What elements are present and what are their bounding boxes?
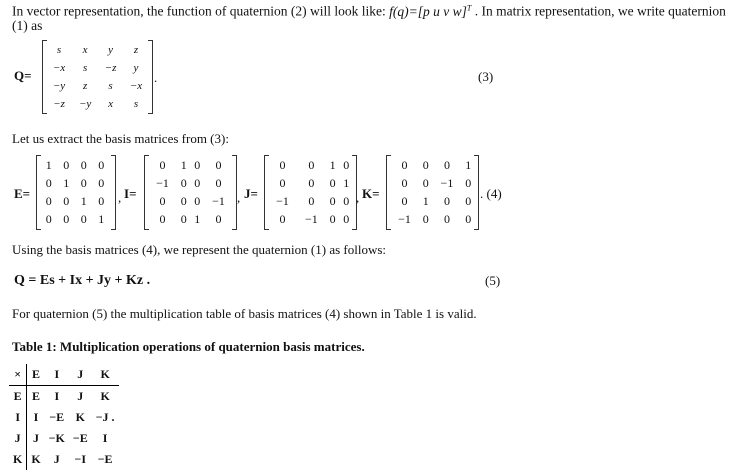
matrix-cell: 0	[180, 175, 187, 190]
matrix-cell: 0	[194, 175, 201, 190]
matrix-cell: 0	[308, 157, 315, 172]
matrix-cell: 1	[80, 193, 87, 208]
table-cell: K	[9, 449, 27, 470]
matrix-cell: s	[56, 44, 62, 56]
matrix-cell: 0	[465, 211, 472, 226]
matrix-cell: −z	[104, 62, 117, 74]
matrix-cell: 0	[343, 157, 350, 172]
table-cell: K	[31, 452, 41, 466]
matrix-row	[268, 156, 353, 174]
basis-matrix-i	[144, 155, 237, 230]
matrix-cell: x	[108, 98, 113, 110]
table-header-cell: I	[45, 364, 69, 386]
matrix-cell: 0	[443, 211, 450, 226]
matrix-cell: 0	[98, 193, 105, 208]
matrix-row	[268, 174, 353, 192]
matrix-cell: 0	[401, 175, 408, 190]
table-row	[9, 407, 119, 428]
table-cell: K	[75, 410, 85, 424]
matrix-row	[40, 192, 110, 210]
j-grid	[268, 156, 353, 228]
q-label: Q	[14, 68, 25, 83]
comma-3: ,	[356, 190, 360, 205]
matrix-row	[390, 156, 475, 174]
table-header-cell: J	[69, 364, 92, 386]
matrix-cell: 0	[63, 211, 70, 226]
eq4-number: . (4)	[480, 186, 502, 201]
matrix-cell: 0	[180, 193, 187, 208]
intro-text-b: . In matrix representation, we write quaternion	[474, 3, 726, 19]
matrix-cell: 0	[329, 193, 336, 208]
matrix-cell: 0	[443, 157, 450, 172]
matrix-cell: 1	[329, 157, 336, 172]
table-row	[9, 386, 119, 408]
extract-text: Let us extract the basis matrices from (3):	[12, 131, 229, 146]
basis-i-label	[124, 186, 136, 202]
matrix-row	[148, 156, 233, 174]
comma-2: ,	[237, 190, 241, 205]
e-grid	[40, 156, 110, 228]
basis-j-label	[244, 186, 258, 202]
equation-5: Q = Es + Ix + Jy + Kz .	[14, 273, 151, 288]
table-cell: J	[53, 452, 60, 466]
table-cell: J	[77, 389, 84, 403]
matrix-row	[148, 210, 233, 228]
matrix-cell: x	[82, 44, 88, 56]
matrix-cell: y	[133, 62, 139, 74]
basis-matrix-k	[386, 155, 479, 230]
e-label: E	[14, 186, 23, 201]
j-eq: =	[250, 186, 258, 201]
table-cell: K	[100, 389, 110, 403]
matrix-cell: 0	[194, 157, 201, 172]
matrix-cell: −1	[304, 211, 318, 226]
e-eq: =	[22, 186, 31, 201]
matrix-cell: −1	[276, 193, 289, 208]
i-grid	[148, 156, 233, 228]
table-row	[9, 428, 119, 449]
matrix-row	[390, 192, 475, 210]
matrix-cell: 0	[215, 157, 222, 172]
q-matrix	[42, 40, 153, 114]
matrix-cell: 1	[63, 175, 70, 190]
matrix-row	[46, 77, 149, 95]
matrix-cell: −1	[156, 175, 169, 190]
table-caption: Table 1: Multiplication operations of quaternion basis matrices.	[12, 339, 365, 354]
table-header-row	[9, 364, 119, 386]
matrix-cell: 1	[465, 157, 472, 172]
matrix-cell: 0	[329, 175, 336, 190]
matrix-cell: 0	[401, 193, 408, 208]
matrix-row	[46, 41, 149, 59]
vector-formula-body: f(q)=[p u v w]	[389, 3, 467, 19]
matrix-cell: 0	[465, 193, 472, 208]
i-label: I	[124, 186, 130, 201]
matrix-cell: 0	[422, 211, 429, 226]
matrix-cell: 0	[63, 157, 70, 172]
matrix-cell: z	[82, 80, 88, 92]
basis-e-label	[14, 186, 30, 202]
matrix-cell: 0	[422, 175, 429, 190]
matrix-cell: −1	[398, 211, 411, 226]
basis-matrix-j	[264, 155, 360, 230]
eq3-number: (3)	[478, 69, 494, 84]
matrix-row	[40, 156, 110, 174]
multiplication-table	[9, 364, 119, 470]
eq5-number: (5)	[485, 273, 501, 288]
matrix-row	[268, 210, 353, 228]
table-cell: −E	[72, 431, 88, 445]
matrix-cell: 0	[80, 157, 87, 172]
vector-formula	[389, 4, 471, 19]
table-cell: −E	[97, 452, 113, 466]
matrix-cell: −1	[212, 193, 225, 208]
k-grid	[390, 156, 475, 228]
matrix-cell: 0	[401, 157, 408, 172]
q-eq: =	[24, 68, 32, 83]
q-matrix-dot: .	[154, 70, 158, 85]
vector-formula-transpose: T	[466, 3, 472, 12]
matrix-cell: 0	[343, 211, 350, 226]
matrix-row	[40, 174, 110, 192]
matrix-cell: 0	[215, 175, 222, 190]
matrix-cell: −x	[52, 62, 66, 74]
matrix-cell: 1	[98, 211, 105, 226]
matrix-cell: −y	[78, 98, 92, 110]
matrix-cell: 0	[308, 175, 315, 190]
table-cell: J	[9, 428, 27, 449]
matrix-cell: s	[82, 62, 88, 74]
matrix-cell: 0	[194, 193, 201, 208]
matrix-cell: 0	[329, 211, 336, 226]
table-cell: −K	[48, 431, 65, 445]
matrix-cell: 0	[45, 211, 52, 226]
using-text: Using the basis matrices (4), we represent the quaternion (1) as follows:	[12, 242, 387, 257]
matrix-cell: 0	[308, 193, 315, 208]
matrix-cell: 0	[279, 211, 286, 226]
matrix-cell: 0	[63, 193, 70, 208]
matrix-cell: 0	[45, 175, 52, 190]
for-text: For quaternion (5) the multiplication table of basis matrices (4) shown in Table 1 is valid.	[12, 306, 477, 321]
intro-line-2: (1) as	[12, 18, 43, 33]
matrix-cell: 1	[180, 157, 187, 172]
basis-k-label	[362, 186, 380, 202]
matrix-cell: 0	[279, 175, 286, 190]
matrix-cell: 0	[159, 211, 166, 226]
e-right-bracket	[111, 155, 116, 230]
table-cell: I	[9, 407, 27, 428]
matrix-cell: −x	[129, 80, 143, 92]
table-cell: E	[32, 389, 41, 403]
q-matrix-grid	[46, 41, 149, 113]
table-cell: J	[33, 431, 40, 445]
matrix-cell: 1	[422, 193, 429, 208]
i-eq: =	[129, 186, 137, 201]
matrix-cell: −z	[53, 98, 65, 110]
matrix-cell: 0	[80, 211, 87, 226]
table-cell: −J .	[95, 410, 115, 424]
matrix-row	[46, 59, 149, 77]
table-cell: I	[54, 389, 60, 403]
matrix-cell: −1	[440, 175, 454, 190]
matrix-cell: 0	[98, 157, 105, 172]
matrix-cell: 1	[45, 157, 52, 172]
matrix-cell: 0	[465, 175, 472, 190]
q-matrix-label	[14, 68, 32, 84]
matrix-cell: −y	[52, 80, 66, 92]
matrix-cell: y	[108, 44, 113, 56]
table-cell: I	[102, 431, 108, 445]
matrix-row	[148, 174, 233, 192]
matrix-cell: z	[133, 44, 139, 56]
table-cell: −I	[74, 452, 87, 466]
intro-line-1	[12, 3, 726, 20]
matrix-row	[46, 95, 149, 113]
matrix-cell: 0	[422, 157, 429, 172]
matrix-row	[390, 210, 475, 228]
matrix-cell: 0	[159, 157, 166, 172]
matrix-cell: s	[108, 80, 113, 92]
matrix-cell: 1	[343, 175, 350, 190]
matrix-row	[390, 174, 475, 192]
matrix-row	[148, 192, 233, 210]
matrix-cell: 0	[98, 175, 105, 190]
matrix-cell: 0	[80, 175, 87, 190]
matrix-cell: 0	[279, 157, 286, 172]
table-cell: I	[33, 410, 39, 424]
matrix-cell: 0	[180, 211, 187, 226]
matrix-cell: 0	[45, 193, 52, 208]
matrix-cell: 0	[343, 193, 350, 208]
table-header-cell: K	[92, 364, 119, 386]
matrix-cell: s	[133, 98, 139, 110]
table-cell: E	[9, 386, 27, 408]
matrix-cell: 0	[215, 211, 222, 226]
comma-1: ,	[118, 190, 122, 205]
matrix-cell: 0	[443, 193, 450, 208]
k-label: K	[362, 186, 373, 201]
matrix-cell: 1	[194, 211, 201, 226]
table-cell: −E	[49, 410, 65, 424]
k-eq: =	[372, 186, 380, 201]
matrix-row	[268, 192, 353, 210]
table-header-cell: ×	[9, 364, 27, 386]
table-header-cell: E	[27, 364, 45, 386]
intro-text-a: In vector representation, the function of quaternion (2) will look like:	[12, 3, 386, 19]
j-label: J	[244, 186, 251, 201]
matrix-cell: 0	[159, 193, 166, 208]
matrix-row	[40, 210, 110, 228]
basis-matrix-e	[36, 155, 116, 230]
